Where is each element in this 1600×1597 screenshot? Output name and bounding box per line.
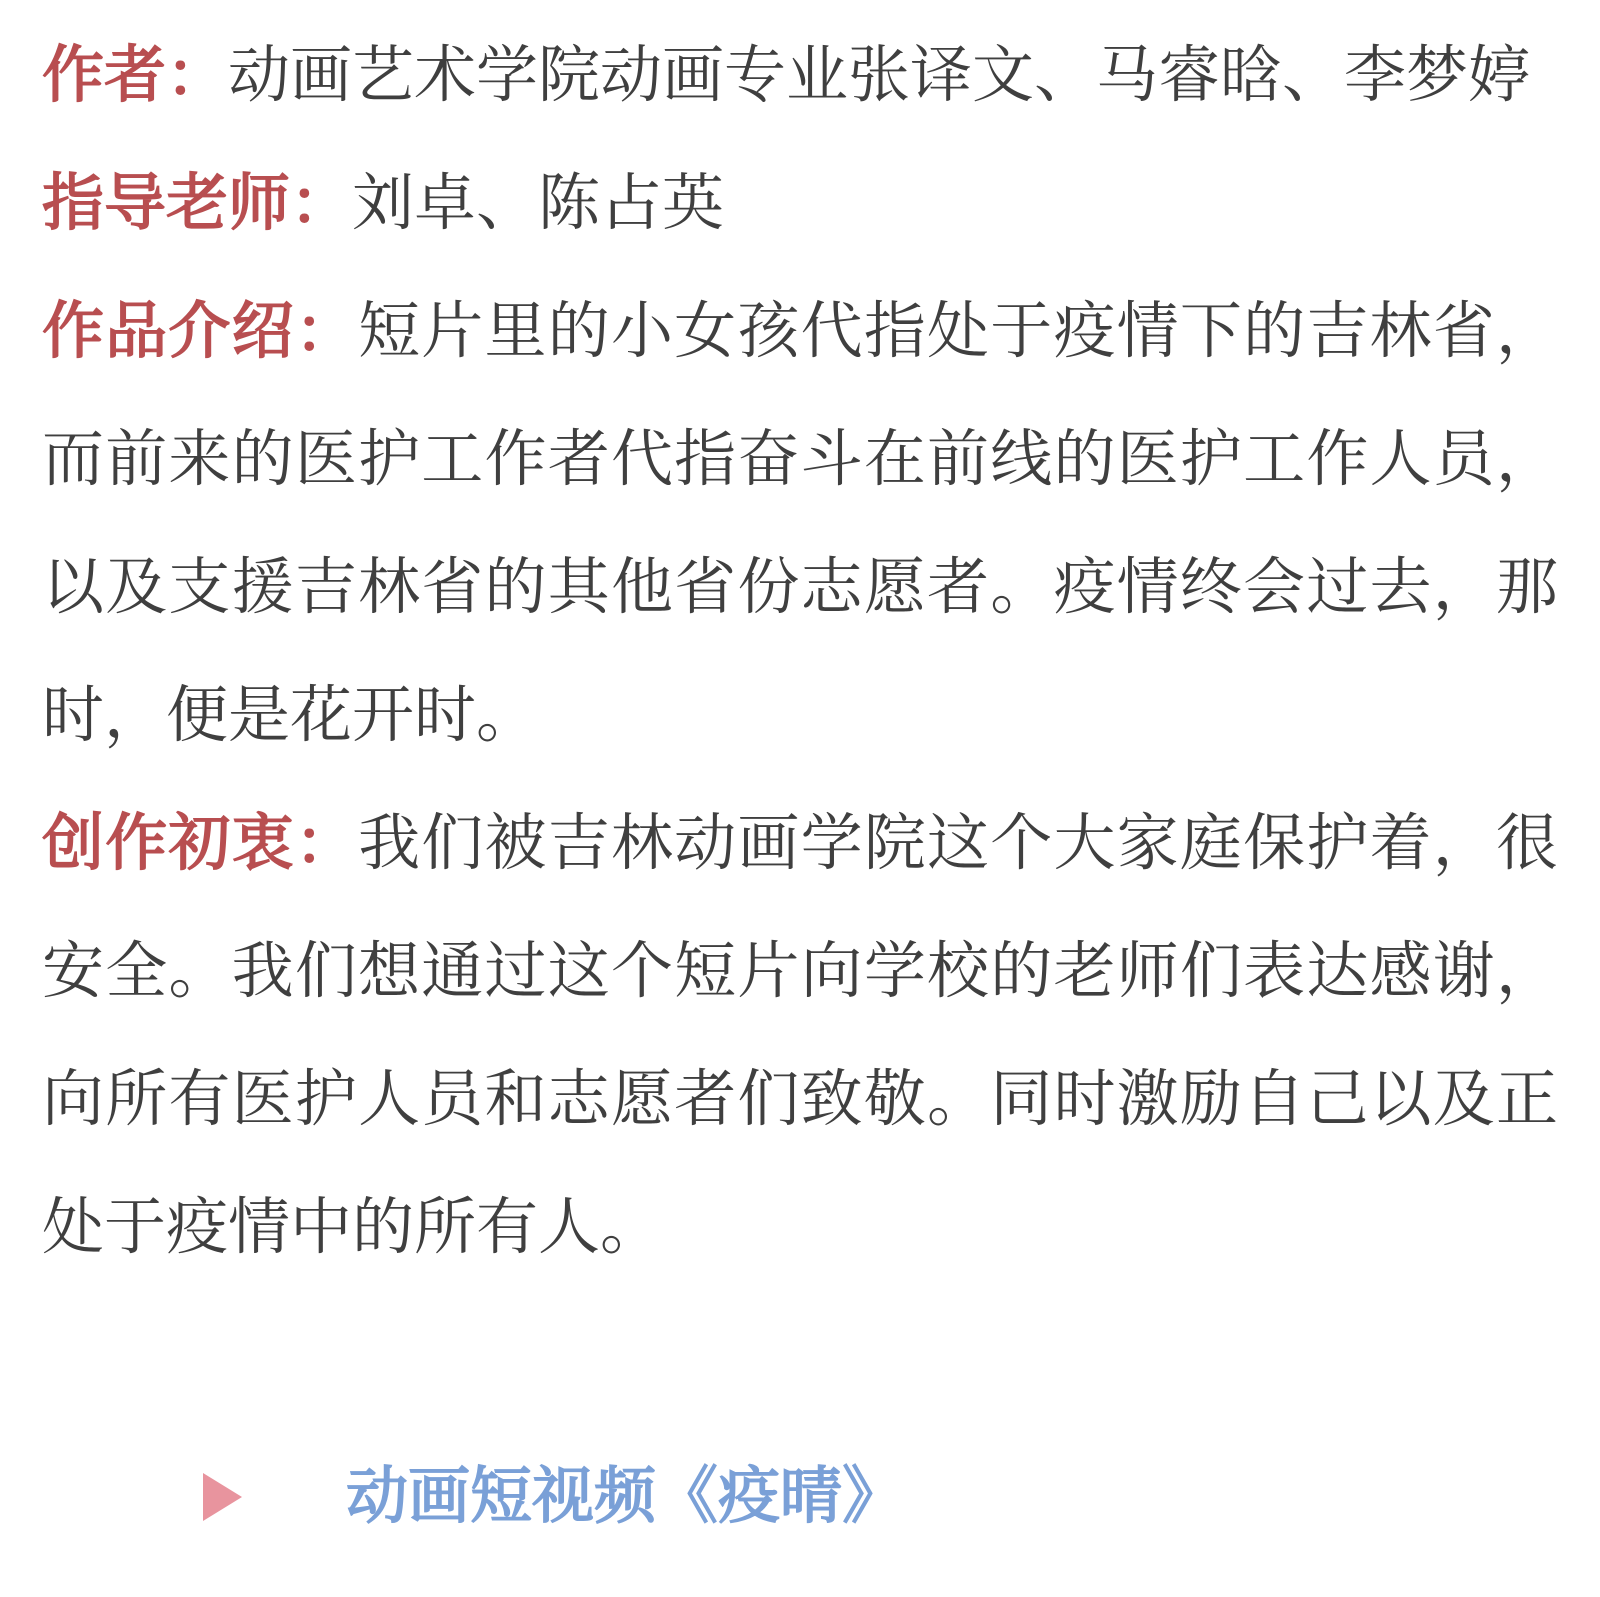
intro-paragraph [42, 268, 1558, 780]
authors-line [42, 12, 1558, 140]
authors-value: 动画艺术学院动画专业张译文、马睿晗、李梦婷 [228, 41, 1531, 110]
motivation-label: 创作初衷： [42, 809, 359, 878]
authors-label: 作者： [42, 41, 229, 110]
play-triangle-icon [203, 1473, 242, 1521]
advisors-value: 刘卓、陈占英 [352, 169, 725, 238]
motivation-text: 我们被吉林动画学院这个大家庭保护着，很安全。我们想通过这个短片向学校的老师们表达感谢，向所有医护人员和志愿者们致敬。同时激励自己以及正处于疫情中的所有人。 [42, 809, 1558, 1262]
advisors-line [42, 140, 1558, 268]
intro-text: 短片里的小女孩代指处于疫情下的吉林省，而前来的医护工作者代指奋斗在前线的医护工作人员，以及支援吉林省的其他省份志愿者。疫情终会过去，那时，便是花开时。 [42, 297, 1558, 750]
video-title: 动画短视频《疫晴》 [346, 1462, 905, 1531]
motivation-paragraph [42, 780, 1558, 1292]
video-caption-row[interactable] [203, 1433, 1600, 1561]
advisors-label: 指导老师： [42, 169, 353, 238]
intro-label: 作品介绍： [42, 297, 359, 366]
